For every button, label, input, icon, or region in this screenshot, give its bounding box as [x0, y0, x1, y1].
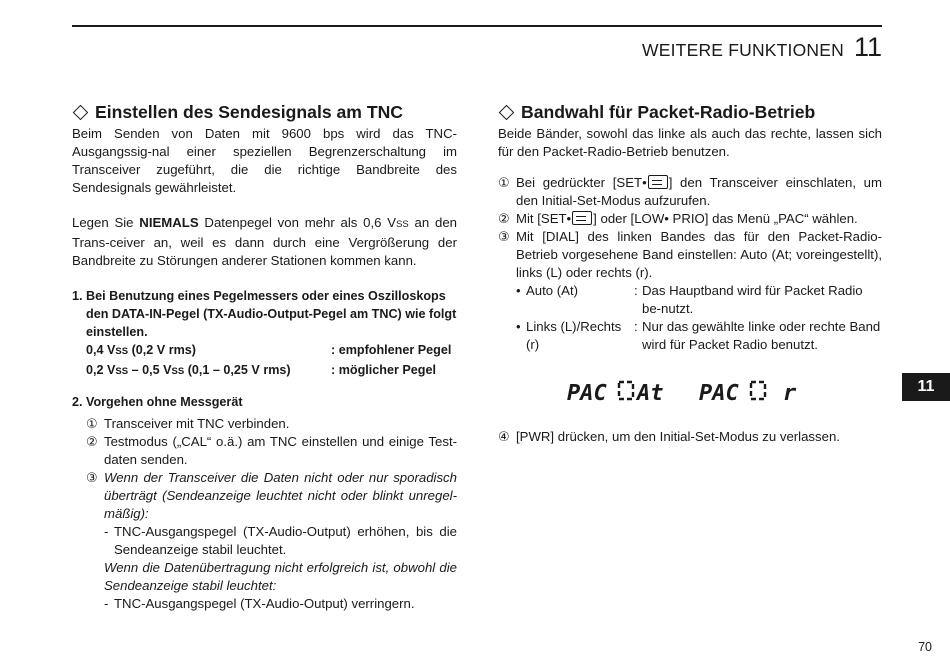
level-a-sub: SS [115, 346, 129, 357]
level-b: (0,2 V rms) [128, 343, 196, 357]
chapter-side-tab: 11 [902, 373, 950, 401]
list-text-2: Vorgehen ohne Messgerät [86, 395, 243, 409]
chapter-title: WEITERE FUNKTIONEN [642, 40, 844, 60]
lcd-right-value: r [783, 381, 797, 406]
list-item-2 [72, 393, 457, 411]
bullet-label: Links (L)/Rechts (r) [526, 319, 622, 352]
level-a: 0,4 V [86, 343, 116, 357]
step-text-pre: Mit [SET• [516, 211, 572, 226]
level-row-possible [72, 361, 457, 381]
warning-sub: SS [396, 219, 409, 230]
dash-marker: - [104, 596, 109, 611]
warning-post: an den Trans-ceiver an, weil es dann durch eine Vergrößerung der Bandbreite zu Störungen anderer Stationen kommen kann. [72, 215, 457, 268]
step-text-post: ] oder [LOW• PRIO] das Menü „PAC“ wählen. [593, 211, 858, 226]
bullet-auto [498, 282, 882, 318]
step-2 [72, 433, 457, 469]
level-list [72, 287, 457, 381]
level-label-possible: : möglicher Pegel [331, 363, 436, 377]
page-number: 70 [918, 640, 932, 654]
step-num: ① [498, 175, 510, 190]
level-c: (0,1 – 0,25 V rms) [184, 363, 291, 377]
lcd-left-prefix: PAC [567, 381, 607, 406]
dash-item-1 [72, 523, 457, 559]
lcd-display-icon [565, 376, 815, 406]
right-section-title-text: Bandwahl für Packet-Radio-Betrieb [521, 102, 816, 122]
step-3 [72, 469, 457, 523]
bullet-marker: • [516, 319, 521, 334]
list-num-1: 1. [72, 289, 83, 303]
level-label-recommended: : empfohlener Pegel [331, 343, 452, 357]
bullet-left-right [498, 318, 882, 354]
diamond-outline-icon [499, 104, 515, 120]
lcd-blink-segment [619, 382, 633, 399]
italic-note: Wenn die Datenübertragung nicht erfolgreich ist, obwohl die Sendeanzeige stabil leuchtet: [104, 560, 457, 593]
bullet-desc: Das Hauptband wird für Packet Radio be-nutzt. [642, 283, 863, 316]
left-warning [72, 214, 457, 270]
procedure-heading [72, 393, 457, 411]
step-num: ③ [86, 470, 98, 485]
right-intro: Beide Bänder, sowohl das linke als auch das rechte, lassen sich für den Packet-Radio-Betrieb benutzen. [498, 126, 882, 159]
level-b-sub: SS [171, 366, 185, 377]
warning-mid: Datenpegel von mehr als 0,6 V [198, 215, 397, 230]
lcd-display-examples [498, 376, 882, 406]
key-icon [648, 175, 668, 189]
right-step-4 [498, 428, 882, 446]
dash-text: TNC-Ausgangspegel (TX-Audio-Output) verringern. [114, 596, 415, 611]
key-icon [572, 211, 592, 225]
chapter-number: 11 [853, 32, 882, 62]
lcd-left-value: At [637, 381, 664, 406]
level-b: – 0,5 V [128, 363, 172, 377]
dash-item-2 [72, 595, 457, 613]
step-num: ② [86, 434, 98, 449]
dash-marker: - [104, 524, 109, 539]
step-num: ③ [498, 229, 510, 244]
right-step-3 [498, 228, 882, 282]
step-num: ① [86, 416, 98, 431]
right-column [498, 100, 882, 446]
level-row-recommended [72, 341, 457, 361]
warning-pre: Legen Sie [72, 215, 140, 230]
list-text-1: Bei Benutzung eines Pegelmessers oder eines Oszilloskops den DATA-IN-Pegel (TX-Audio-Output-Pegel am TNC) wie folgt einstellen. [86, 289, 457, 339]
bullet-marker: • [516, 283, 521, 298]
step-num: ④ [498, 429, 510, 444]
step-text: Transceiver mit TNC verbinden. [104, 416, 290, 431]
step-text: Mit [DIAL] des linken Bandes das für den Packet-Radio-Betrieb vorgesehene Band einstellen: Auto (At; voreingestellt), links (L) oder rechts (r). [516, 229, 882, 280]
dash-text: TNC-Ausgangspegel (TX-Audio-Output) erhöhen, bis die Sendeanzeige stabil leuchtet. [114, 524, 457, 557]
lcd-blink-segment [751, 382, 765, 399]
top-rule [72, 25, 882, 27]
step-text: [PWR] drücken, um den Initial-Set-Modus zu verlassen. [516, 429, 840, 444]
step-text-post: ] den Transceiver einschlaten, um den Initial-Set-Modus aufzurufen. [516, 175, 882, 208]
list-num-2: 2. [72, 395, 83, 409]
lcd-right-prefix: PAC [699, 381, 739, 406]
right-step-1 [498, 174, 882, 210]
left-section-title [72, 100, 457, 124]
right-section-title [498, 100, 882, 124]
level-a-sub: SS [115, 366, 129, 377]
level-a: 0,2 V [86, 363, 116, 377]
chapter-header [642, 32, 882, 63]
step-text-pre: Bei gedrückter [SET• [516, 175, 647, 190]
bullet-sep: : [634, 319, 638, 334]
list-item-1 [72, 287, 457, 341]
step-text: Wenn der Transceiver die Daten nicht oder nur sporadisch überträgt (Sendeanzeige leuchtet nicht oder blinkt unregel-mäßig): [104, 470, 457, 521]
step-text: Testmodus („CAL“ o.ä.) am TNC einstellen und einige Test-daten senden. [104, 434, 457, 467]
left-column [72, 100, 457, 613]
warning-bold: NIEMALS [139, 215, 199, 230]
step-num: ② [498, 211, 510, 226]
right-step-2 [498, 210, 882, 228]
step-1 [72, 415, 457, 433]
diamond-outline-icon [73, 104, 89, 120]
left-section-title-text: Einstellen des Sendesignals am TNC [95, 102, 403, 122]
bullet-label: Auto (At) [526, 283, 579, 298]
bullet-sep: : [634, 283, 638, 298]
left-intro: Beim Senden von Daten mit 9600 bps wird das TNC-Ausgangssig-nal einer speziellen Begrenzerschaltung im Transceiver zugeführt, die die richtige Bandbreite des Sendesignals gewährleistet. [72, 126, 457, 195]
bullet-desc: Nur das gewählte linke oder rechte Band wird für Packet Radio benutzt. [642, 319, 881, 352]
